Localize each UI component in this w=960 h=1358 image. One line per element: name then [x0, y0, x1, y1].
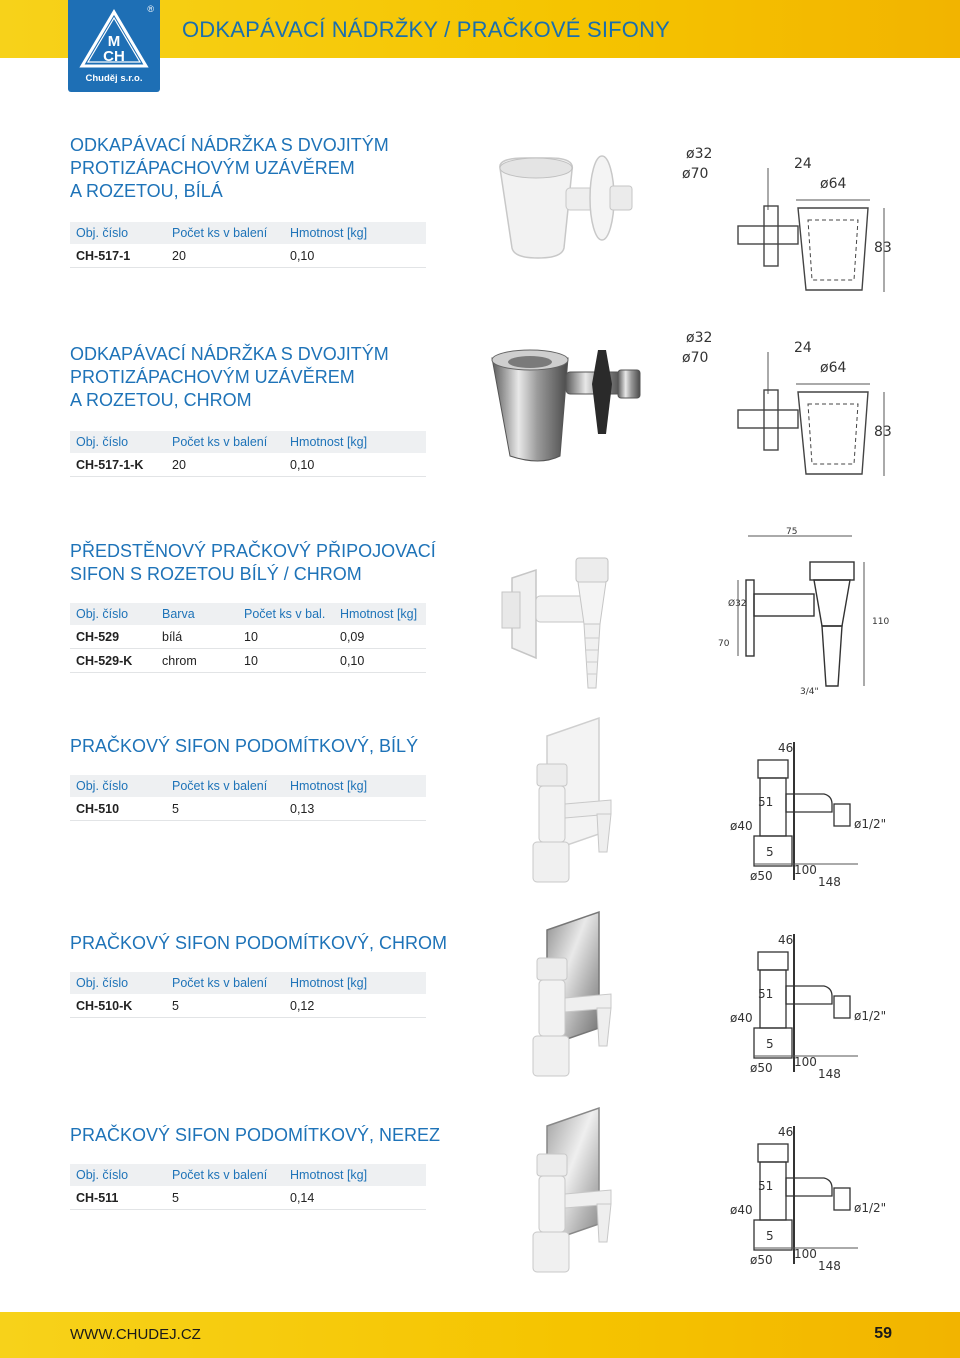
dim-label: 51 [758, 795, 774, 809]
dim-label: ø1/2" [854, 1201, 887, 1215]
page-number: 59 [874, 1325, 892, 1342]
table-header-row [70, 222, 426, 244]
col-header: Obj. číslo [70, 775, 166, 797]
pack-count: 5 [166, 1186, 284, 1210]
product-table [70, 775, 426, 821]
dim-label: ø50 [750, 1061, 773, 1075]
col-header: Hmotnost [kg] [284, 431, 426, 453]
dim-label: 24 [794, 156, 812, 172]
footer-bar [0, 1312, 960, 1358]
dim-label: 83 [874, 240, 892, 256]
product-code: CH-529 [70, 625, 156, 649]
pack-count: 5 [166, 797, 284, 821]
technical-drawing [712, 526, 902, 698]
col-header: Barva [156, 603, 238, 625]
table-header-row [70, 1164, 426, 1186]
col-header: Obj. číslo [70, 603, 156, 625]
product-photo [515, 714, 615, 886]
dim-label: 70 [718, 639, 730, 649]
dim-label: ø64 [820, 176, 847, 192]
col-header: Hmotnost [kg] [284, 222, 426, 244]
pack-count: 10 [238, 649, 334, 673]
svg-text:CH: CH [103, 48, 125, 65]
dim-label: 5 [766, 1037, 774, 1051]
product-code: CH-517-1-K [70, 453, 166, 477]
product-table [70, 972, 426, 1018]
product-table [70, 431, 426, 477]
col-header: Počet ks v balení [166, 972, 284, 994]
table-row [70, 649, 426, 673]
col-header: Počet ks v balení [166, 431, 284, 453]
dim-label: 148 [818, 1067, 841, 1081]
website-link[interactable]: WWW.CHUDEJ.CZ [70, 1326, 201, 1343]
product-photo [515, 908, 615, 1080]
product-title: PRAČKOVÝ SIFON PODOMÍTKOVÝ, CHROM [70, 933, 448, 953]
product-code: CH-510-K [70, 994, 166, 1018]
dim-label: 148 [818, 1259, 841, 1273]
svg-text:M: M [107, 33, 121, 50]
product-code: CH-511 [70, 1186, 166, 1210]
weight: 0,12 [284, 994, 426, 1018]
dim-label: 148 [818, 875, 841, 889]
table-row [70, 625, 426, 649]
dim-label: ø50 [750, 1253, 773, 1267]
col-header: Obj. číslo [70, 431, 166, 453]
product-table [70, 222, 426, 268]
product-title: PRAČKOVÝ SIFON PODOMÍTKOVÝ, NEREZ [70, 1125, 441, 1145]
col-header: Hmotnost [kg] [284, 775, 426, 797]
table-header-row [70, 603, 426, 625]
weight: 0,09 [334, 625, 426, 649]
col-header: Obj. číslo [70, 1164, 166, 1186]
dim-label: 5 [766, 845, 774, 859]
color: bílá [156, 625, 238, 649]
col-header: Počet ks v balení [166, 775, 284, 797]
weight: 0,10 [284, 453, 426, 477]
dim-label: 46 [778, 933, 794, 947]
dim-label: ø1/2" [854, 817, 887, 831]
col-header: Hmotnost [kg] [284, 972, 426, 994]
col-header: Počet ks v balení [166, 222, 284, 244]
technical-drawing [678, 326, 900, 486]
dim-label: 46 [778, 1125, 794, 1139]
dim-label: ø40 [730, 819, 753, 833]
dim-label: ø1/2" [854, 1009, 887, 1023]
table-row [70, 994, 426, 1018]
product-title: ODKAPÁVACÍ NÁDRŽKA S DVOJITÝM PROTIZÁPACHOVÝM UZÁVĚREM A ROZETOU, BÍLÁ [70, 135, 389, 201]
col-header: Počet ks v balení [166, 1164, 284, 1186]
dim-label: 100 [794, 1055, 817, 1069]
dim-label: 51 [758, 1179, 774, 1193]
table-row [70, 244, 426, 268]
col-header: Obj. číslo [70, 222, 166, 244]
product-title: PRAČKOVÝ SIFON PODOMÍTKOVÝ, BÍLÝ [70, 736, 419, 756]
technical-drawing [728, 738, 900, 890]
table-row [70, 1186, 426, 1210]
dim-label: 75 [786, 527, 798, 537]
dim-label: ø32 [686, 146, 713, 162]
product-photo [480, 344, 650, 469]
table-header-row [70, 972, 426, 994]
product-photo [496, 548, 626, 693]
col-header: Počet ks v bal. [238, 603, 334, 625]
logo-company-name: Chuděj s.r.o. [85, 73, 143, 84]
weight: 0,14 [284, 1186, 426, 1210]
dim-label: 5 [766, 1229, 774, 1243]
dim-label: 24 [794, 340, 812, 356]
page-title: ODKAPÁVACÍ NÁDRŽKY / PRAČKOVÉ SIFONY [182, 17, 671, 42]
company-logo[interactable] [68, 0, 160, 92]
dim-label: ø32 [686, 330, 713, 346]
weight: 0,10 [284, 244, 426, 268]
product-code: CH-510 [70, 797, 166, 821]
dim-label: 100 [794, 863, 817, 877]
technical-drawing [728, 930, 900, 1082]
dim-label: ø40 [730, 1203, 753, 1217]
dim-label: 46 [778, 741, 794, 755]
dim-label: ø64 [820, 360, 847, 376]
technical-drawing [728, 1122, 900, 1274]
pack-count: 20 [166, 453, 284, 477]
col-header: Obj. číslo [70, 972, 166, 994]
table-row [70, 453, 426, 477]
dim-label: ø50 [750, 869, 773, 883]
col-header: Hmotnost [kg] [334, 603, 426, 625]
table-header-row [70, 775, 426, 797]
dim-label: 83 [874, 424, 892, 440]
product-code: CH-517-1 [70, 244, 166, 268]
product-table [70, 1164, 426, 1210]
col-header: Hmotnost [kg] [284, 1164, 426, 1186]
product-table [70, 603, 426, 673]
pack-count: 20 [166, 244, 284, 268]
dim-label: ø40 [730, 1011, 753, 1025]
product-photo [490, 148, 640, 268]
registered-mark: ® [147, 4, 154, 14]
product-title: ODKAPÁVACÍ NÁDRŽKA S DVOJITÝM PROTIZÁPACHOVÝM UZÁVĚREM A ROZETOU, CHROM [70, 344, 389, 410]
dim-label: ø70 [682, 166, 709, 182]
pack-count: 10 [238, 625, 334, 649]
color: chrom [156, 649, 238, 673]
table-header-row [70, 431, 426, 453]
dim-label: 51 [758, 987, 774, 1001]
pack-count: 5 [166, 994, 284, 1018]
dim-label: ø70 [682, 350, 709, 366]
product-code: CH-529-K [70, 649, 156, 673]
weight: 0,13 [284, 797, 426, 821]
dim-label: Ø32 [728, 599, 747, 609]
weight: 0,10 [334, 649, 426, 673]
table-row [70, 797, 426, 821]
dim-label: 110 [872, 617, 890, 627]
product-title: PŘEDSTĚNOVÝ PRAČKOVÝ PŘIPOJOVACÍ SIFON S ROZETOU BÍLÝ / CHROM [70, 541, 436, 584]
dim-label: 3/4" [800, 687, 819, 697]
technical-drawing [678, 142, 900, 302]
product-photo [515, 1104, 615, 1276]
dim-label: 100 [794, 1247, 817, 1261]
